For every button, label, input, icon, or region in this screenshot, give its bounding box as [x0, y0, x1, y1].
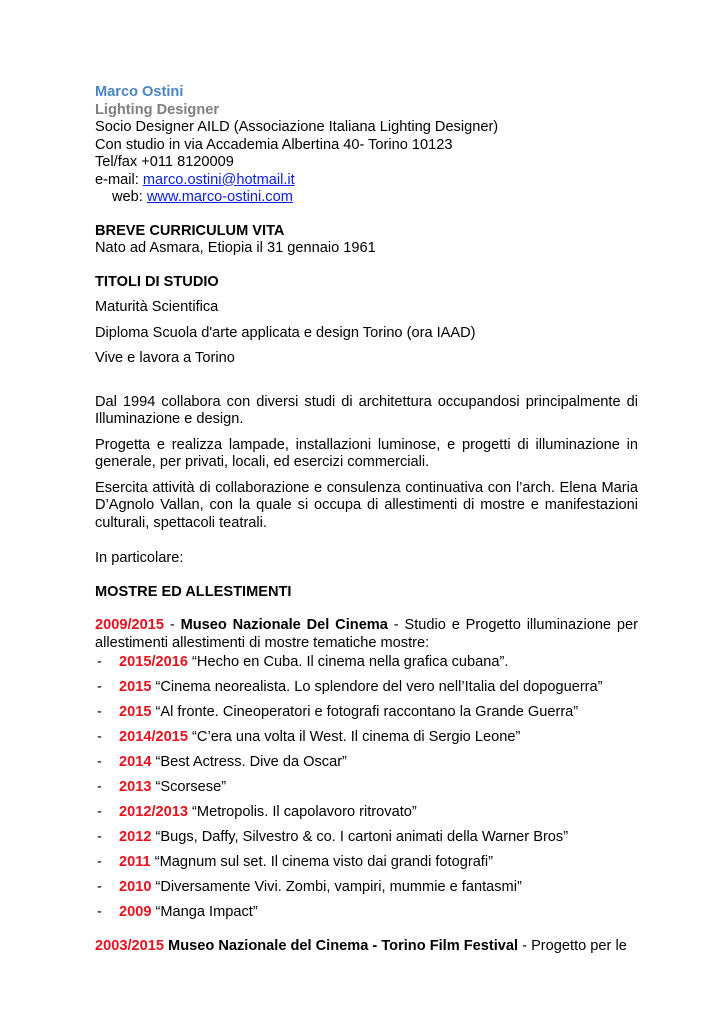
list-item [95, 679, 638, 704]
list-item [95, 854, 638, 879]
bio-section [95, 394, 638, 568]
exhibit-block [95, 938, 638, 956]
list-item [95, 904, 638, 929]
studio-address: Con studio in via Accademia Albertina 40- Torino 10123 [95, 136, 453, 153]
list-item [95, 804, 638, 829]
show-title: “Magnum sul set. Il cinema visto dai grandi fotografi” [150, 854, 493, 870]
dash-bullet: - [97, 879, 102, 895]
dash-bullet: - [97, 804, 102, 820]
show-title: “C’era una volta il West. Il cinema di Sergio Leone” [188, 729, 521, 745]
list-item [95, 729, 638, 754]
birth-info: Nato ad Asmara, Etiopia il 31 gennaio 1961 [95, 240, 376, 256]
show-year: 2015 [119, 704, 152, 720]
show-title: “Hecho en Cuba. Il cinema nella grafica cubana”. [188, 654, 509, 670]
bio-paragraph: Progetta e realizza lampade, installazioni luminose, e progetti di illuminazione in generale, per privati, locali, ed esercizi commerciali. [95, 436, 638, 470]
show-year: 2015/2016 [119, 654, 188, 670]
author-name: Marco Ostini [95, 84, 184, 100]
cv-section [95, 223, 638, 258]
exhibit-description: - Progetto per le [518, 938, 627, 954]
dash-bullet: - [97, 754, 102, 770]
list-item [95, 879, 638, 904]
show-year: 2012 [119, 829, 152, 845]
email-link[interactable]: marco.ostini@hotmail.it [142, 171, 295, 188]
show-year: 2013 [119, 779, 152, 795]
list-item [95, 829, 638, 854]
show-title: “Scorsese” [151, 779, 227, 795]
web-link[interactable]: www.marco-ostini.com [146, 189, 293, 205]
email-label: e-mail: [95, 171, 143, 188]
show-year: 2012/2013 [119, 804, 188, 820]
study-item: Maturità Scientifica [95, 299, 219, 315]
author-role: Lighting Designer [95, 101, 220, 118]
membership-line: Socio Designer AILD (Associazione Italiana Lighting Designer) [95, 119, 499, 135]
dash-bullet: - [97, 704, 102, 720]
show-title: “Al fronte. Cineoperatori e fotografi raccontano la Grande Guerra” [151, 704, 579, 720]
show-title: “Metropolis. Il capolavoro ritrovato” [188, 804, 417, 820]
dash-bullet: - [97, 654, 102, 670]
show-title: “Best Actress. Dive da Oscar” [151, 754, 347, 770]
studies-section [95, 274, 638, 368]
bio-paragraph: Dal 1994 collabora con diversi studi di architettura occupandosi principalmente di Illuminazione e design. [95, 393, 638, 427]
bio-paragraph: Esercita attività di collaborazione e consulenza continuativa con l’arch. Elena Maria D’Agnolo Vallan, con la quale si occupa di allestimenti di mostre e manifestazioni culturali, spettacoli teatrali. [95, 479, 638, 531]
show-title: “Diversamente Vivi. Zombi, vampiri, mummie e fantasmi” [151, 879, 522, 895]
show-year: 2010 [119, 879, 152, 895]
exhibits-heading: MOSTRE ED ALLESTIMENTI [95, 583, 292, 600]
show-year: 2011 [119, 854, 151, 870]
show-title: “Bugs, Daffy, Silvestro & co. I cartoni animati della Warner Bros” [151, 829, 569, 845]
dash-bullet: - [97, 729, 102, 745]
email-line [95, 172, 638, 190]
venue-name: Museo Nazionale del Cinema - Torino Film Festival [164, 938, 519, 954]
show-title: “Manga Impact” [151, 904, 258, 920]
exhibit-block [95, 617, 638, 652]
exhibits-section [95, 584, 638, 956]
list-item [95, 654, 638, 679]
web-label: web: [112, 189, 147, 205]
exhibit-years: 2003/2015 [95, 938, 164, 954]
venue-name: Museo Nazionale Del Cinema [180, 617, 388, 633]
dash-bullet: - [97, 779, 102, 795]
residence-line: Vive e lavora a Torino [95, 350, 235, 366]
dash-bullet: - [97, 679, 102, 695]
phone-fax: Tel/fax +011 8120009 [95, 154, 234, 170]
show-title: “Cinema neorealista. Lo splendore del vero nell’Italia del dopoguerra” [151, 679, 603, 695]
dash-bullet: - [97, 904, 102, 920]
list-item [95, 779, 638, 804]
exhibit-description: - Studio e Progetto illuminazione per allestimenti allestimenti di mostre tematiche mostre: [95, 617, 638, 651]
studies-heading: TITOLI DI STUDIO [95, 273, 219, 290]
study-item: Diploma Scuola d'arte applicata e design Torino (ora IAAD) [95, 324, 476, 341]
intro-line: In particolare: [95, 550, 184, 566]
show-year: 2015 [119, 679, 152, 695]
show-year: 2014/2015 [119, 729, 188, 745]
cv-heading: BREVE CURRICULUM VITA [95, 222, 285, 239]
list-item [95, 704, 638, 729]
shows-list [95, 654, 638, 929]
separator: - [164, 617, 181, 633]
dash-bullet: - [97, 829, 102, 845]
list-item [95, 754, 638, 779]
exhibit-years: 2009/2015 [95, 617, 164, 633]
dash-bullet: - [97, 854, 102, 870]
show-year: 2014 [119, 754, 152, 770]
show-year: 2009 [119, 904, 152, 920]
contact-block [95, 84, 638, 207]
web-line [95, 189, 638, 207]
